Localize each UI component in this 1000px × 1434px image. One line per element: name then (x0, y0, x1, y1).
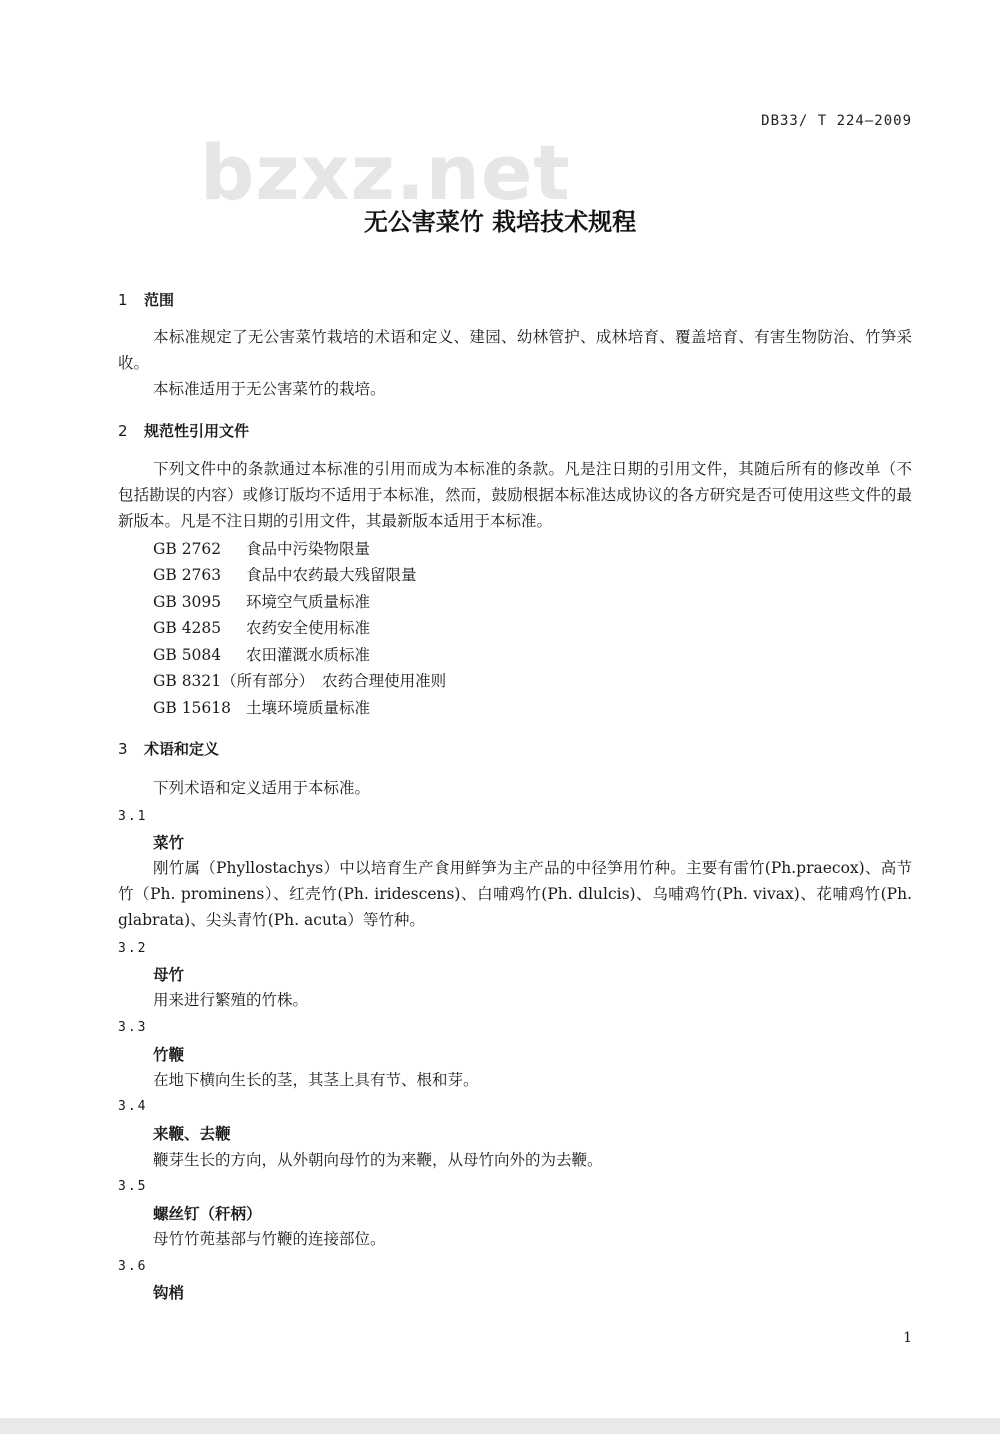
clause-number: 3.4 (118, 1099, 148, 1114)
reference-item (153, 563, 417, 585)
term-name: 螺丝钉（秆柄） (153, 1205, 262, 1223)
section-title: 术语和定义 (144, 740, 220, 758)
section-number: 1 (118, 291, 128, 309)
reference-code: GB 4285 (153, 619, 222, 637)
section-3-heading (118, 738, 219, 759)
reference-item (153, 537, 370, 559)
term-definition: 用来进行繁殖的竹株。 (153, 991, 309, 1009)
reference-title: 农田灌溉水质标准 (246, 646, 371, 664)
document-title: 无公害菜竹 栽培技术规程 (363, 208, 637, 236)
section-number: 2 (118, 422, 128, 440)
section-1-paragraph-2: 本标准适用于无公害菜竹的栽培。 (153, 380, 386, 398)
section-number: 3 (118, 740, 128, 758)
reference-code: GB 5084 (153, 646, 222, 664)
clause-number: 3.2 (118, 941, 148, 956)
section-3-intro: 下列术语和定义适用于本标准。 (153, 779, 371, 797)
page-number: 1 (903, 1330, 912, 1346)
term-name: 钩梢 (153, 1284, 185, 1302)
reference-item (153, 590, 370, 612)
reference-code: GB 2763 (153, 566, 222, 584)
reference-item (153, 616, 370, 638)
reference-title: 食品中污染物限量 (246, 540, 371, 558)
section-title: 规范性引用文件 (144, 422, 250, 440)
reference-code: GB 8321（所有部分） (153, 672, 315, 690)
term-definition: 刚竹属（Phyllostachys）中以培育生产食用鲜笋为主产品的中径笋用竹种。主要有雷竹(Ph.praecox)、高节竹（Ph. prominens）、红壳竹(Ph. iridescens)、白哺鸡竹(Ph. dlulcis)、乌哺鸡竹(Ph. vivax)、花哺鸡竹(Ph. glabrata)、尖头青竹(Ph. acuta）等竹种。 (118, 859, 912, 929)
reference-title: 农药安全使用标准 (246, 619, 371, 637)
reference-item (153, 696, 370, 718)
reference-title: 环境空气质量标准 (246, 593, 371, 611)
clause-number: 3.5 (118, 1179, 148, 1194)
section-1-paragraph-1: 本标准规定了无公害菜竹栽培的术语和定义、建园、幼林管护、成林培育、覆盖培育、有害生物防治、竹笋采收。 (118, 328, 912, 372)
reference-code: GB 2762 (153, 540, 222, 558)
term-name: 来鞭、去鞭 (153, 1125, 231, 1143)
term-name: 竹鞭 (153, 1046, 185, 1064)
term-definition: 在地下横向生长的茎，其茎上具有节、根和芽。 (153, 1071, 479, 1089)
viewer-bottom-edge (0, 1418, 1000, 1434)
clause-number: 3.1 (118, 809, 148, 824)
reference-title: 食品中农药最大残留限量 (246, 566, 417, 584)
reference-title: 农药合理使用准则 (322, 672, 447, 690)
section-1-heading (118, 289, 174, 310)
reference-title: 土壤环境质量标准 (246, 699, 371, 717)
section-2-heading (118, 420, 249, 441)
document-number: DB33/ T 224—2009 (761, 113, 912, 129)
clause-number: 3.3 (118, 1020, 148, 1035)
reference-item (153, 669, 446, 691)
term-definition: 母竹竹蔸基部与竹鞭的连接部位。 (153, 1230, 386, 1248)
reference-code: GB 3095 (153, 593, 222, 611)
reference-code: GB 15618 (153, 699, 232, 717)
term-definition: 鞭芽生长的方向，从外朝向母竹的为来鞭，从母竹向外的为去鞭。 (153, 1151, 603, 1169)
reference-item (153, 643, 370, 665)
term-name: 母竹 (153, 966, 185, 984)
section-title: 范围 (144, 291, 175, 309)
term-name: 菜竹 (153, 834, 185, 852)
section-2-paragraph: 下列文件中的条款通过本标准的引用而成为本标准的条款。凡是注日期的引用文件，其随后所有的修改单（不包括勘误的内容）或修订版均不适用于本标准，然而，鼓励根据本标准达成协议的各方研究是否可使用这些文件的最新版本。凡是不注日期的引用文件，其最新版本适用于本标准。 (118, 460, 912, 530)
watermark: bzxz.net (200, 128, 571, 217)
clause-number: 3.6 (118, 1259, 148, 1274)
